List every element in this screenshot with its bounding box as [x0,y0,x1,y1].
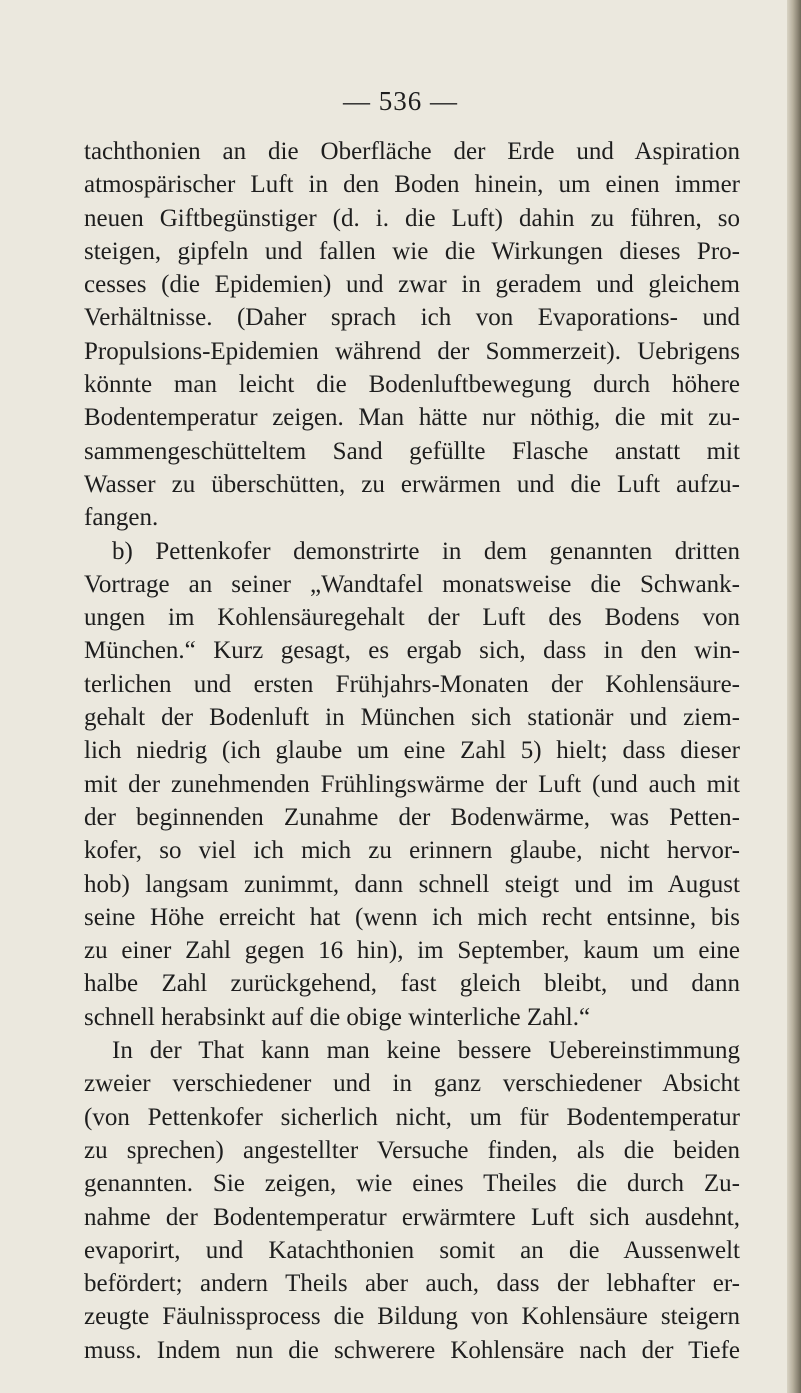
page-number: — 536 — [343,86,458,116]
text-line: (von Pettenkofer sicherlich nicht, um für Bodentemperatur [84,1103,740,1131]
text-line: schnell herabsinkt auf die obige winterliche Zahl.“ [84,1003,591,1031]
text-line: terlichen und ersten Frühjahrs-Monaten der Kohlensäure- [84,670,740,698]
text-line: Wasser zu überschütten, zu erwärmen und die Luft aufzu- [84,470,740,498]
text-line: zweier verschiedener und in ganz verschiedener Absicht [84,1070,740,1098]
text-line: gehalt der Bodenluft in München sich stationär und ziem- [84,704,740,732]
text-line: steigen, gipfeln und fallen wie die Wirkungen dieses Pro- [84,237,740,265]
text-line: halbe Zahl zurückgehend, fast gleich bleibt, und dann [84,970,740,998]
text-line: zu sprechen) angestellter Versuche finden, als die beiden [84,1136,740,1164]
text-line: hob) langsam zunimmt, dann schnell steigt und im August [84,870,740,898]
text-line: evaporirt, und Katachthonien somit an die Aussenwelt [84,1236,740,1264]
text-line: In der That kann man keine bessere Uebereinstimmung [112,1037,740,1065]
text-line: kofer, so viel ich mich zu erinnern glaube, nicht hervor- [84,837,740,865]
text-line: sammengeschütteltem Sand gefüllte Flasche anstatt mit [84,437,740,465]
text-line: nahme der Bodentemperatur erwärmtere Luft sich ausdehnt, [84,1203,740,1231]
text-line: Vortrage an seiner „Wandtafel monatsweise die Schwank- [84,570,740,598]
text-line: befördert; andern Theils aber auch, dass der lebhafter er- [84,1270,740,1298]
text-line: seine Höhe erreicht hat (wenn ich mich recht entsinne, bis [84,903,740,931]
text-line: muss. Indem nun die schwerere Kohlensäre nach der Tiefe [84,1336,740,1364]
text-line: Bodentemperatur zeigen. Man hätte nur nöthig, die mit zu- [84,404,740,432]
text-line: zeugte Fäulnissprocess die Bildung von Kohlensäure steigern [84,1303,740,1331]
text-line: ungen im Kohlensäuregehalt der Luft des Bodens von [84,604,740,632]
text-line: Propulsions-Epidemien während der Sommerzeit). Uebrigens [84,337,740,365]
text-line: b) Pettenkofer demonstrirte in dem genannten dritten [112,537,740,565]
text-line: der beginnenden Zunahme der Bodenwärme, was Petten- [84,803,740,831]
text-line: lich niedrig (ich glaube um eine Zahl 5) hielt; dass dieser [84,737,740,765]
text-line: neuen Giftbegünstiger (d. i. die Luft) dahin zu führen, so [84,204,740,232]
page-edge [787,0,801,1393]
text-line: atmospärischer Luft in den Boden hinein, um einen immer [84,171,740,199]
text-line: tachthonien an die Oberfläche der Erde und Aspiration [84,138,740,165]
text-line: genannten. Sie zeigen, wie eines Theiles die durch Zu- [84,1170,740,1198]
text-line: cesses (die Epidemien) und zwar in geradem und gleichem [84,271,740,299]
text-line: mit der zunehmenden Frühlingswärme der Luft (und auch mit [84,770,740,798]
text-line: fangen. [84,504,159,532]
body-text [84,135,740,1367]
text-line: könnte man leicht die Bodenluftbewegung durch höhere [84,371,740,399]
text-line: zu einer Zahl gegen 16 hin), im September, kaum um eine [84,937,740,965]
text-line: Verhältnisse. (Daher sprach ich von Evaporations- und [84,304,740,332]
text-line: München.“ Kurz gesagt, es ergab sich, dass in den win- [84,637,740,665]
